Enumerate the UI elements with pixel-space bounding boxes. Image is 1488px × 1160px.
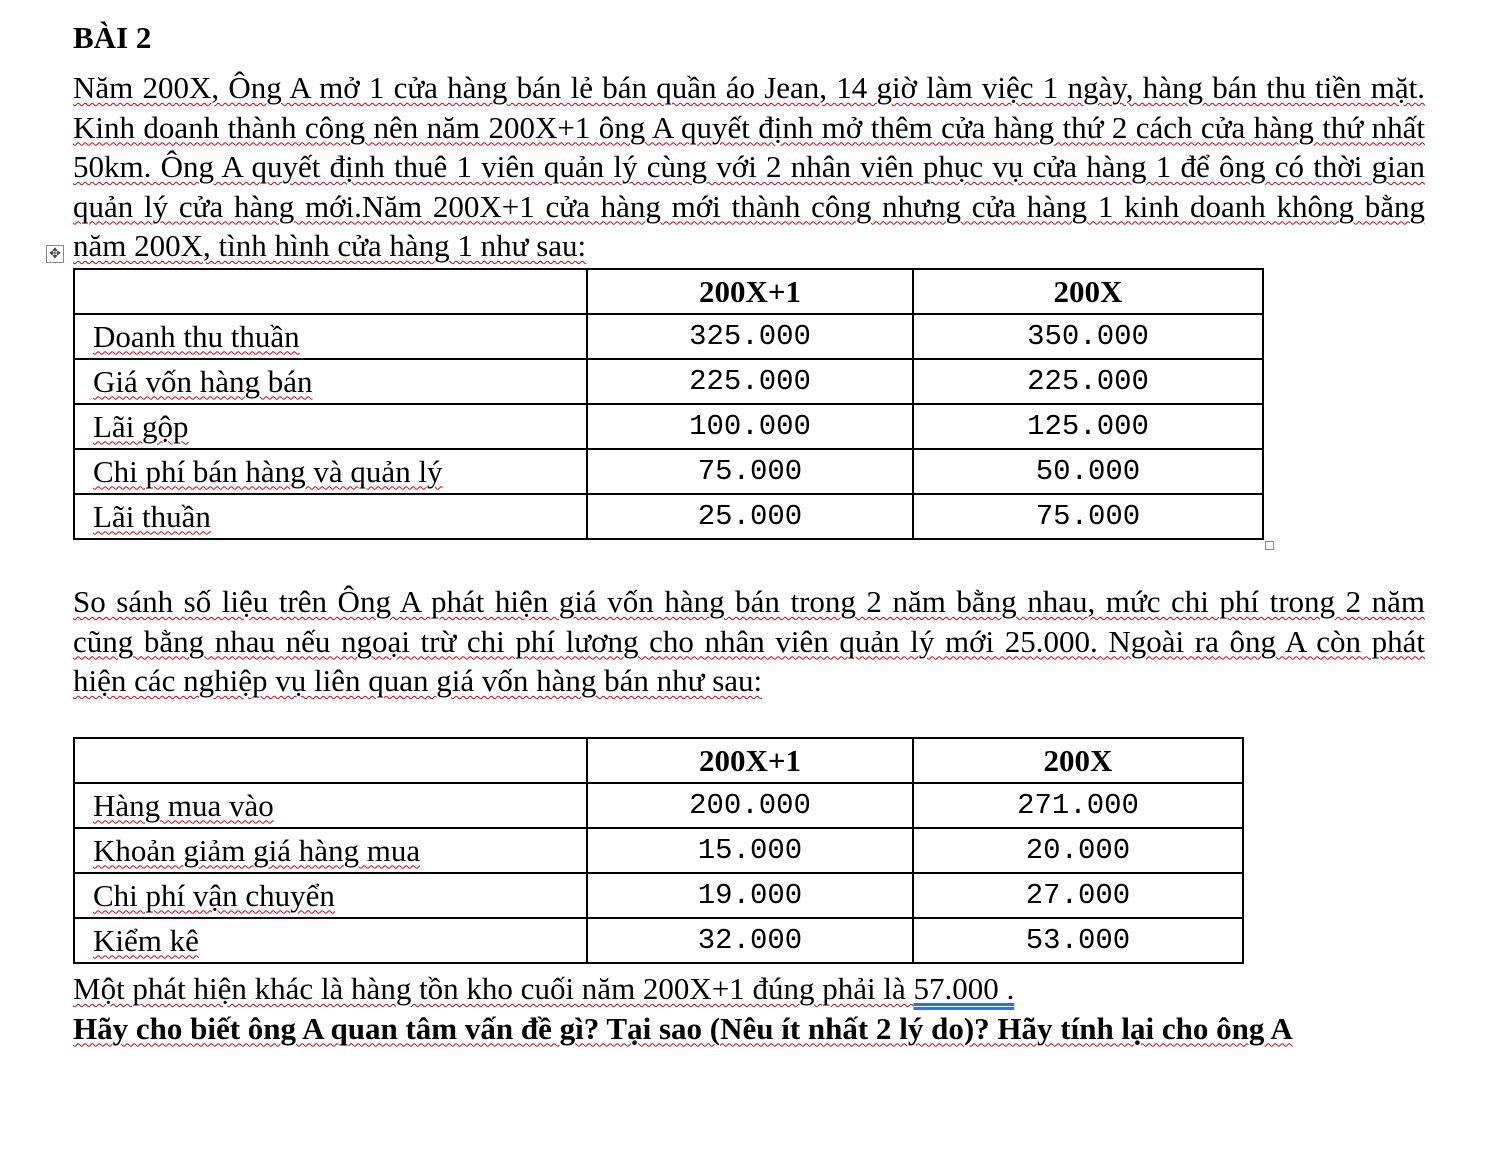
value-cell: 15.000 [587,828,913,873]
question-text: Hãy cho biết ông A quan tâm vấn đề gì? Tại sao (Nêu ít nhất 2 lý do)? Hãy tính lại cho ông A [73,1010,1293,1046]
row-label: Lãi thuần [74,494,587,539]
table-header-row [74,738,1243,783]
closing-section [73,969,1425,1048]
table-row [74,828,1243,873]
table-header-row [74,269,1263,314]
income-table [73,268,1264,540]
table-row [74,359,1263,404]
resize-icon[interactable] [1265,541,1274,550]
exercise-title: BÀI 2 [73,20,152,55]
value-cell: 75.000 [587,449,913,494]
value-cell: 271.000 [913,783,1243,828]
row-label: Lãi gộp [74,404,587,449]
header-cell [74,738,587,783]
comparison-paragraph: So sánh số liệu trên Ông A phát hiện giá vốn hàng bán trong 2 năm bằng nhau, mức chi phí trong 2 năm cũng bằng nhau nếu ngoại trừ chi phí lương cho nhân viên quản lý mới 25.000. Ngoài ra ông A còn phát hiện các nghiệp vụ liên quan giá vốn hàng bán như sau: [73,584,1425,698]
document-body [73,18,1425,266]
value-cell: 75.000 [913,494,1263,539]
table-row [74,918,1243,963]
inventory-note [73,969,1425,1009]
value-cell: 200.000 [587,783,913,828]
value-cell: 25.000 [587,494,913,539]
inventory-note-text: Một phát hiện khác là hàng tồn kho cuối năm 200X+1 đúng phải là [73,971,914,1006]
value-cell: 20.000 [913,828,1243,873]
table-row [74,494,1263,539]
row-label: Chi phí vận chuyển [74,873,587,918]
purchases-table [73,737,1244,964]
row-label: Kiểm kê [74,918,587,963]
header-cell: 200X [913,738,1243,783]
value-cell: 53.000 [913,918,1243,963]
value-cell: 350.000 [913,314,1263,359]
row-label: Giá vốn hàng bán [74,359,587,404]
header-cell [74,269,587,314]
header-cell: 200X [913,269,1263,314]
table-row [74,404,1263,449]
row-label: Hàng mua vào [74,783,587,828]
move-icon[interactable]: ✥ [46,245,64,263]
header-cell: 200X+1 [587,269,913,314]
row-label: Khoản giảm giá hàng mua [74,828,587,873]
inventory-value: 57.000 . [913,971,1015,1006]
value-cell: 225.000 [913,359,1263,404]
row-label: Chi phí bán hàng và quản lý [74,449,587,494]
table-row [74,314,1263,359]
table-row [74,449,1263,494]
value-cell: 325.000 [587,314,913,359]
table-row [74,873,1243,918]
table-row [74,783,1243,828]
intro-paragraph: Năm 200X, Ông A mở 1 cửa hàng bán lẻ bán quần áo Jean, 14 giờ làm việc 1 ngày, hàng bán thu tiền mặt. Kinh doanh thành công nên năm 200X+1 ông A quyết định mở thêm cửa hàng thứ 2 cách cửa hàng thứ nhất 50km. Ông A quyết định thuê 1 viên quản lý cùng với 2 nhân viên phục vụ cửa hàng 1 để ông có thời gian quản lý cửa hàng mới.Năm 200X+1 cửa hàng mới thành công nhưng cửa hàng 1 kinh doanh không bằng năm 200X, tình hình cửa hàng 1 như sau: [73,70,1425,263]
row-label: Doanh thu thuần [74,314,587,359]
value-cell: 27.000 [913,873,1243,918]
value-cell: 50.000 [913,449,1263,494]
value-cell: 100.000 [587,404,913,449]
value-cell: 125.000 [913,404,1263,449]
header-cell: 200X+1 [587,738,913,783]
value-cell: 19.000 [587,873,913,918]
value-cell: 225.000 [587,359,913,404]
value-cell: 32.000 [587,918,913,963]
